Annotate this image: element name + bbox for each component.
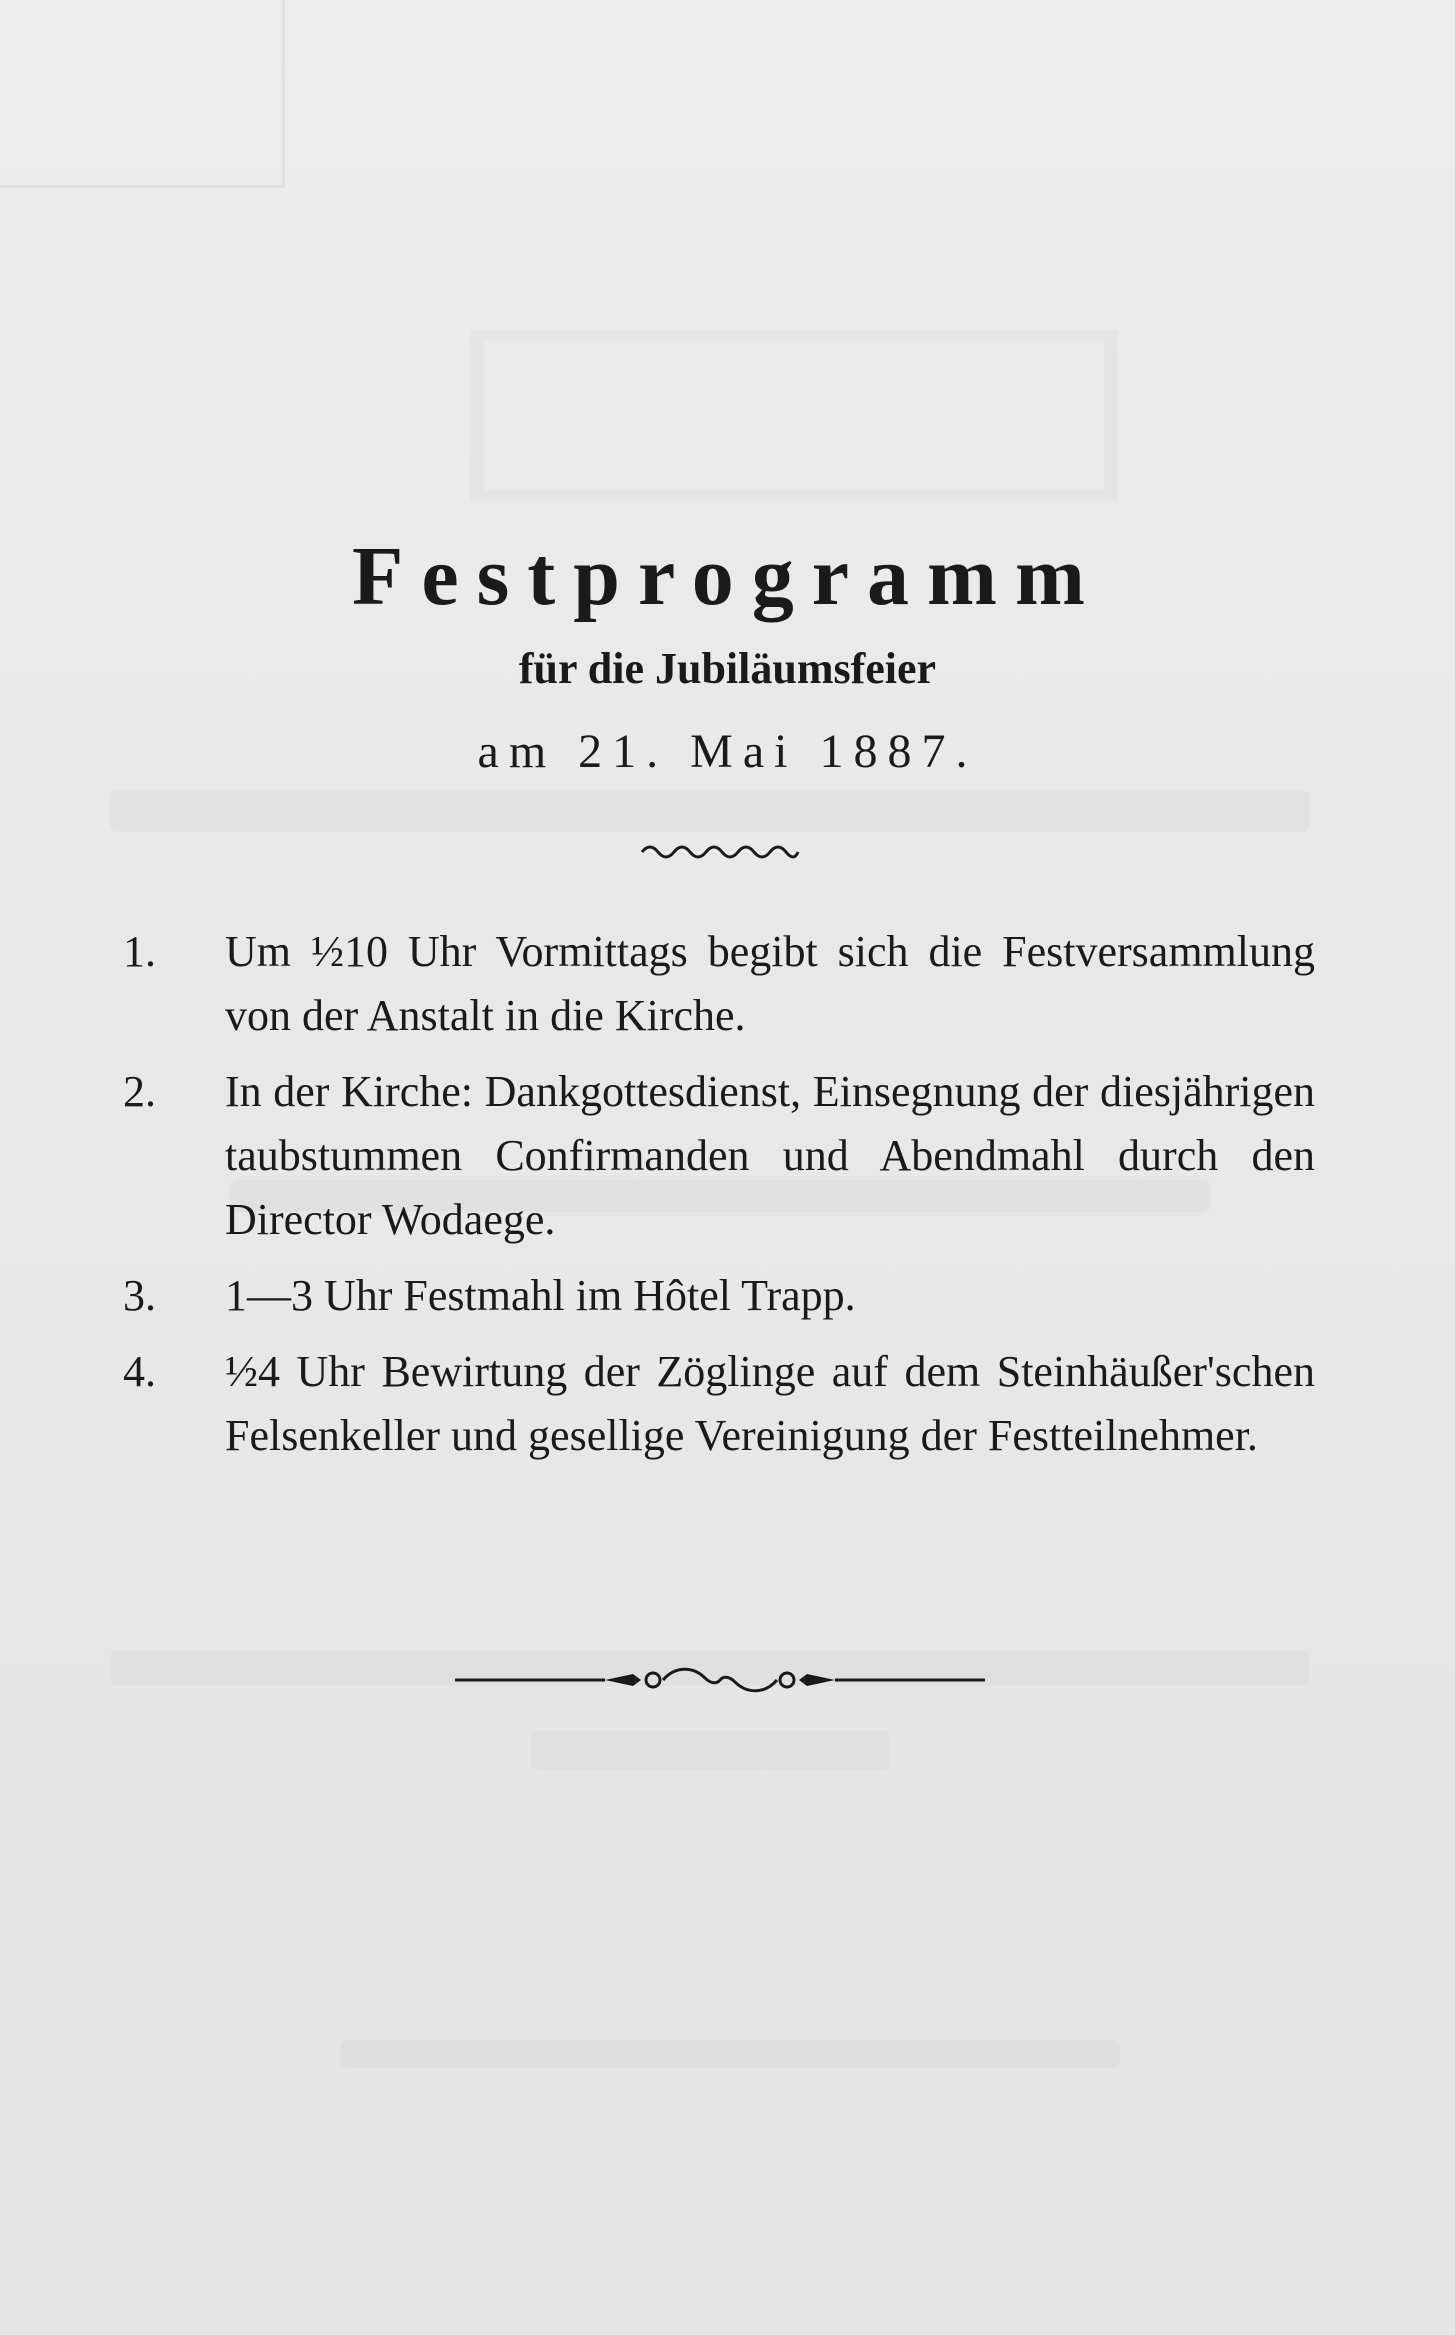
program-item bbox=[115, 1060, 1315, 1252]
program-list bbox=[115, 920, 1315, 1480]
bleed-through-line bbox=[530, 1730, 890, 1770]
bleed-through-line bbox=[110, 790, 1310, 832]
program-item bbox=[115, 920, 1315, 1048]
document-title: Festprogramm bbox=[352, 530, 1103, 623]
program-item-text: In der Kirche: Dankgottesdienst, Einsegnung der diesjährigen taubstummen Confirmanden und Abendmahl durch den Director Wodaege. bbox=[225, 1067, 1315, 1244]
program-item-number: 2. bbox=[123, 1067, 156, 1116]
event-date: am 21. Mai 1887. bbox=[477, 725, 978, 778]
document-subtitle: für die Jubiläumsfeier bbox=[518, 644, 937, 693]
program-item-number: 4. bbox=[123, 1347, 156, 1396]
program-item-text: Um ½10 Uhr Vormittags begibt sich die Festversammlung von der Anstalt in die Kirche. bbox=[225, 927, 1315, 1040]
program-item-number: 1. bbox=[123, 927, 156, 976]
decorative-divider-ornament bbox=[455, 1660, 985, 1700]
program-item bbox=[115, 1264, 1315, 1328]
bleed-through-title-block bbox=[470, 330, 1118, 500]
program-item-text: 1—3 Uhr Festmahl im Hôtel Trapp. bbox=[225, 1271, 856, 1320]
program-item-number: 3. bbox=[123, 1271, 156, 1320]
program-item-text: ½4 Uhr Bewirtung der Zöglinge auf dem Steinhäußer'schen Felsenkeller und gesellige Vereinigung der Festteilnehmer. bbox=[225, 1347, 1315, 1460]
program-item bbox=[115, 1340, 1315, 1468]
wavy-rule-ornament bbox=[640, 838, 800, 862]
library-stamp-corner bbox=[0, 0, 285, 188]
bleed-through-line bbox=[340, 2040, 1120, 2068]
